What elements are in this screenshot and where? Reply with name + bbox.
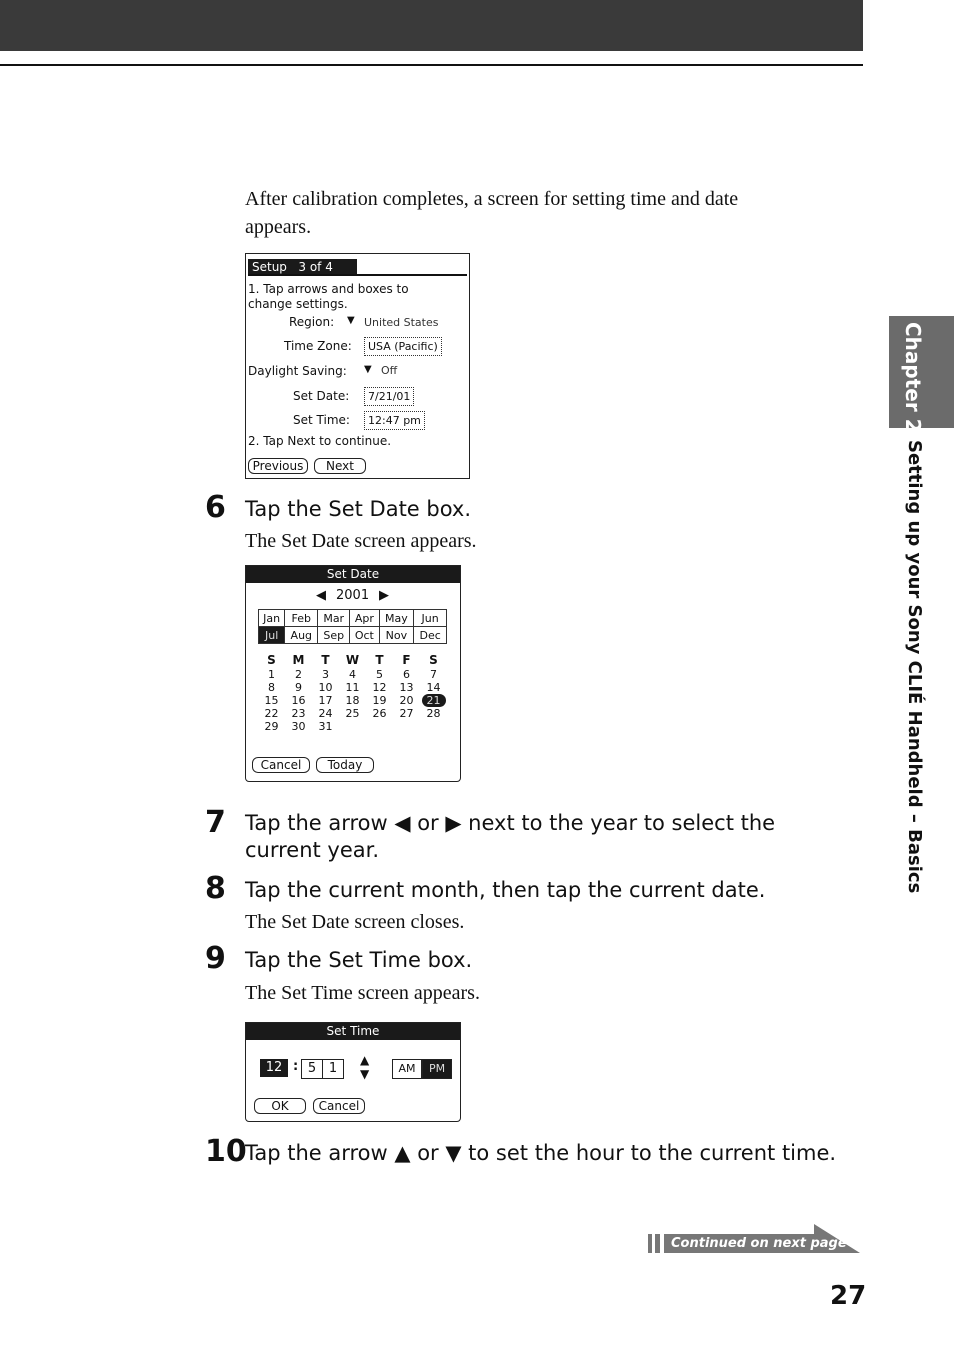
instruction-2: 2. Tap Next to continue. bbox=[248, 434, 392, 448]
weekday-header: T bbox=[375, 653, 384, 667]
next-button[interactable]: Next bbox=[314, 458, 366, 474]
day-cell[interactable]: 11 bbox=[345, 681, 360, 694]
weekday-header: T bbox=[321, 653, 330, 667]
step-7-text-line-2: current year. bbox=[245, 838, 380, 862]
step-6-text: Tap the Set Date box. bbox=[245, 497, 472, 521]
today-button[interactable]: Today bbox=[316, 757, 374, 773]
month-cell-jan[interactable]: Jan bbox=[259, 610, 285, 627]
step-8-number: 8 bbox=[205, 871, 226, 906]
setdate-cancel-button[interactable]: Cancel bbox=[252, 757, 310, 773]
ok-button[interactable]: OK bbox=[254, 1098, 306, 1114]
timezone-label: Time Zone: bbox=[284, 339, 352, 353]
day-cell-empty bbox=[420, 720, 447, 733]
weekday-header: S bbox=[267, 653, 276, 667]
weekday-header: F bbox=[402, 653, 411, 667]
day-cell[interactable]: 22 bbox=[264, 707, 279, 720]
step-9-number: 9 bbox=[205, 941, 226, 976]
settime-box[interactable]: 12:47 pm bbox=[364, 411, 425, 430]
month-cell-jul[interactable]: Jul bbox=[259, 627, 285, 644]
hour-box[interactable]: 12 bbox=[260, 1059, 288, 1077]
day-cell[interactable]: 3 bbox=[322, 668, 329, 681]
year-value: 2001 bbox=[336, 588, 370, 603]
day-cell[interactable]: 25 bbox=[345, 707, 360, 720]
setdate-label: Set Date: bbox=[293, 389, 350, 403]
step-6-sub: The Set Date screen appears. bbox=[245, 530, 477, 552]
day-cell[interactable]: 17 bbox=[318, 694, 333, 707]
day-cell[interactable]: 31 bbox=[318, 720, 333, 733]
weekday-header: S bbox=[429, 653, 438, 667]
day-cell[interactable]: 30 bbox=[291, 720, 306, 733]
intro-line-2: appears. bbox=[245, 216, 312, 238]
weekday-header: M bbox=[292, 653, 305, 667]
day-cell-empty bbox=[393, 720, 420, 733]
day-cell[interactable]: 15 bbox=[264, 694, 279, 707]
year-next-arrow-icon[interactable]: ▶ bbox=[379, 588, 389, 603]
day-cell[interactable]: 27 bbox=[399, 707, 414, 720]
settime-label: Set Time: bbox=[293, 413, 350, 427]
step-10-number: 10 bbox=[205, 1134, 247, 1169]
day-cell[interactable]: 29 bbox=[264, 720, 279, 733]
day-cell[interactable]: 14 bbox=[426, 681, 441, 694]
chapter-title: Setting up your Sony CLIÉ Handheld – Basics bbox=[904, 440, 925, 894]
step-9-text: Tap the Set Time box. bbox=[245, 948, 473, 972]
day-cell[interactable]: 12 bbox=[372, 681, 387, 694]
dst-label: Daylight Saving: bbox=[248, 364, 347, 378]
minute-ones-box[interactable]: 1 bbox=[322, 1059, 344, 1079]
instruction-1b: change settings. bbox=[248, 297, 348, 311]
month-cell-oct[interactable]: Oct bbox=[350, 627, 379, 644]
chapter-label: Chapter 2 bbox=[901, 322, 925, 433]
increment-down-icon[interactable]: ▼ bbox=[360, 1067, 370, 1081]
day-cell[interactable]: 26 bbox=[372, 707, 387, 720]
month-cell-may[interactable]: May bbox=[379, 610, 414, 627]
page-number: 27 bbox=[830, 1281, 867, 1311]
header-rule bbox=[0, 64, 863, 66]
setdate-title: Set Date bbox=[246, 566, 460, 583]
pm-toggle[interactable]: PM bbox=[422, 1059, 452, 1079]
day-cell-empty bbox=[366, 720, 393, 733]
settime-screen bbox=[245, 1022, 461, 1122]
setup-tab: Setup 3 of 4 bbox=[248, 259, 357, 275]
timezone-box[interactable]: USA (Pacific) bbox=[364, 337, 442, 356]
day-cell[interactable]: 23 bbox=[291, 707, 306, 720]
settime-cancel-button[interactable]: Cancel bbox=[313, 1098, 365, 1114]
month-cell-dec[interactable]: Dec bbox=[414, 627, 447, 644]
setdate-box[interactable]: 7/21/01 bbox=[364, 387, 414, 406]
am-toggle[interactable]: AM bbox=[392, 1059, 422, 1079]
region-dropdown-icon[interactable]: ▼ bbox=[347, 315, 355, 326]
step-7-number: 7 bbox=[205, 805, 226, 840]
day-cell[interactable]: 19 bbox=[372, 694, 387, 707]
dst-value[interactable]: Off bbox=[381, 364, 398, 377]
weekday-header: W bbox=[345, 653, 360, 667]
day-cell[interactable]: 28 bbox=[426, 707, 441, 720]
day-cell[interactable] bbox=[420, 694, 447, 707]
day-cell[interactable]: 24 bbox=[318, 707, 333, 720]
continued-text: Continued on next page bbox=[671, 1236, 847, 1251]
header-bar bbox=[0, 0, 863, 51]
previous-button[interactable]: Previous bbox=[248, 458, 308, 474]
month-cell-aug[interactable]: Aug bbox=[285, 627, 318, 644]
instruction-1a: 1. Tap arrows and boxes to bbox=[248, 282, 409, 296]
day-cell[interactable]: 20 bbox=[399, 694, 414, 707]
month-cell-mar[interactable]: Mar bbox=[318, 610, 350, 627]
day-cell[interactable]: 4 bbox=[349, 668, 356, 681]
day-cell[interactable]: 7 bbox=[430, 668, 437, 681]
day-cell[interactable]: 18 bbox=[345, 694, 360, 707]
month-cell-nov[interactable]: Nov bbox=[379, 627, 414, 644]
step-7-text-line-1: Tap the arrow ◀ or ▶ next to the year to select the bbox=[245, 811, 776, 835]
setup-title-rule bbox=[248, 274, 467, 276]
month-cell-apr[interactable]: Apr bbox=[350, 610, 379, 627]
step-8-text: Tap the current month, then tap the current date. bbox=[245, 878, 766, 902]
region-value[interactable]: United States bbox=[364, 316, 439, 329]
day-cell[interactable]: 10 bbox=[318, 681, 333, 694]
minute-tens-box[interactable]: 5 bbox=[301, 1059, 323, 1079]
dst-dropdown-icon[interactable]: ▼ bbox=[364, 364, 372, 375]
day-cell[interactable]: 6 bbox=[403, 668, 410, 681]
step-9-sub: The Set Time screen appears. bbox=[245, 982, 480, 1004]
day-calendar bbox=[258, 652, 447, 733]
day-cell[interactable]: 5 bbox=[376, 668, 383, 681]
setdate-screen bbox=[245, 565, 461, 782]
settime-title: Set Time bbox=[246, 1023, 460, 1040]
intro-line-1: After calibration completes, a screen for setting time and date bbox=[245, 188, 739, 210]
step-6-number: 6 bbox=[205, 490, 226, 525]
month-grid bbox=[258, 609, 447, 644]
day-cell[interactable]: 16 bbox=[291, 694, 306, 707]
region-label: Region: bbox=[289, 315, 335, 329]
step-10-text: Tap the arrow ▲ or ▼ to set the hour to the current time. bbox=[245, 1141, 837, 1165]
day-cell[interactable]: 9 bbox=[295, 681, 302, 694]
selected-day[interactable]: 21 bbox=[422, 694, 446, 707]
time-colon: : bbox=[293, 1059, 299, 1074]
day-cell[interactable]: 2 bbox=[295, 668, 302, 681]
increment-up-icon[interactable]: ▲ bbox=[360, 1053, 370, 1067]
day-cell[interactable]: 13 bbox=[399, 681, 414, 694]
setup-screen bbox=[245, 253, 470, 479]
day-cell[interactable]: 1 bbox=[268, 668, 275, 681]
month-cell-jun[interactable]: Jun bbox=[414, 610, 447, 627]
month-cell-feb[interactable]: Feb bbox=[285, 610, 318, 627]
year-prev-arrow-icon[interactable]: ◀ bbox=[316, 588, 326, 603]
day-cell[interactable]: 8 bbox=[268, 681, 275, 694]
step-8-sub: The Set Date screen closes. bbox=[245, 911, 465, 933]
month-cell-sep[interactable]: Sep bbox=[318, 627, 350, 644]
day-cell-empty bbox=[339, 720, 366, 733]
